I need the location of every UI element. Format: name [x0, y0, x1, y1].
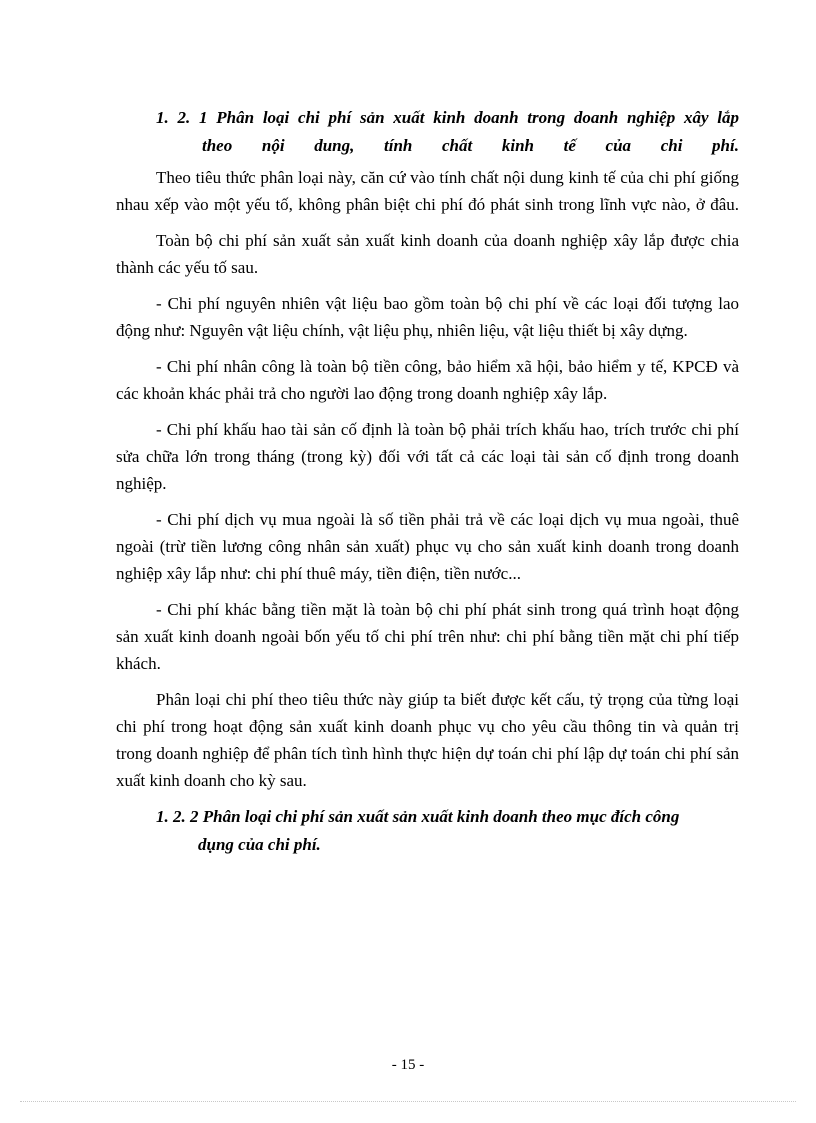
section-heading-1-2-2: [116, 803, 739, 859]
section-heading-1-2-1: [116, 104, 739, 160]
paragraph-other-cash-cost: - Chi phí khác bằng tiền mặt là toàn bộ chi phí phát sinh trong quá trình hoạt động sản xuất kinh doanh ngoài bốn yếu tố chi phí trên như: chi phí bằng tiền mặt chi phí tiếp khách.: [116, 600, 739, 673]
paragraph-depreciation-cost: - Chi phí khấu hao tài sản cố định là toàn bộ phải trích khấu hao, trích trước chi phí sửa chữa lớn trong tháng (trong kỳ) đối với tất cả các loại tài sản cố định trong doanh nghiệp.: [116, 420, 739, 493]
page-content: [116, 104, 739, 859]
page-bottom-divider: [20, 1101, 796, 1102]
paragraph-classification-criteria: Theo tiêu thức phân loại này, căn cứ vào tính chất nội dung kinh tế của chi phí giống nhau xếp vào một yếu tố, không phân biệt chi phí đó phát sinh trong lĩnh vực nào, ở đâu.: [116, 168, 739, 214]
paragraph-classification-benefit: Phân loại chi phí theo tiêu thức này giúp ta biết được kết cấu, tỷ trọng của từng loại chi phí trong hoạt động sản xuất kinh doanh phục vụ cho yêu cầu thông tin và quản trị trong doanh nghiệp để phân tích tình hình thực hiện dự toán chi phí lập dự toán chi phí sản xuất kinh doanh cho kỳ sau.: [116, 690, 739, 790]
paragraph-labor-cost: - Chi phí nhân công là toàn bộ tiền công, bảo hiểm xã hội, bảo hiểm y tế, KPCĐ và các khoản khác phải trả cho người lao động trong doanh nghiệp xây lắp.: [116, 357, 739, 403]
paragraph-material-cost: - Chi phí nguyên nhiên vật liệu bao gồm toàn bộ chi phí về các loại đối tượng lao động như: Nguyên vật liệu chính, vật liệu phụ, nhiên liệu, vật liệu thiết bị xây dựng.: [116, 294, 739, 340]
heading-line-1: 1. 2. 1 Phân loại chi phí sản xuất kinh doanh trong doanh nghiệp xây lắp: [156, 108, 739, 127]
heading-line-2: theo nội dung, tính chất kinh tế của chi phí.: [202, 136, 739, 155]
heading2-line-2: dụng của chi phí.: [198, 835, 321, 854]
heading2-line-1: 1. 2. 2 Phân loại chi phí sản xuất sản xuất kinh doanh theo mục đích công: [156, 807, 680, 826]
page-number: - 15 -: [391, 1057, 425, 1073]
paragraph-outsourced-services-cost: - Chi phí dịch vụ mua ngoài là số tiền phải trả về các loại dịch vụ mua ngoài, thuê ngoài (trừ tiền lương công nhân sản xuất) phục vụ cho sản xuất kinh doanh trong doanh nghiệp xây lắp như: chi phí thuê máy, tiền điện, tiền nước...: [116, 510, 739, 583]
paragraph-cost-elements-intro: Toàn bộ chi phí sản xuất sản xuất kinh doanh của doanh nghiệp xây lắp được chia thành các yếu tố sau.: [116, 231, 739, 277]
